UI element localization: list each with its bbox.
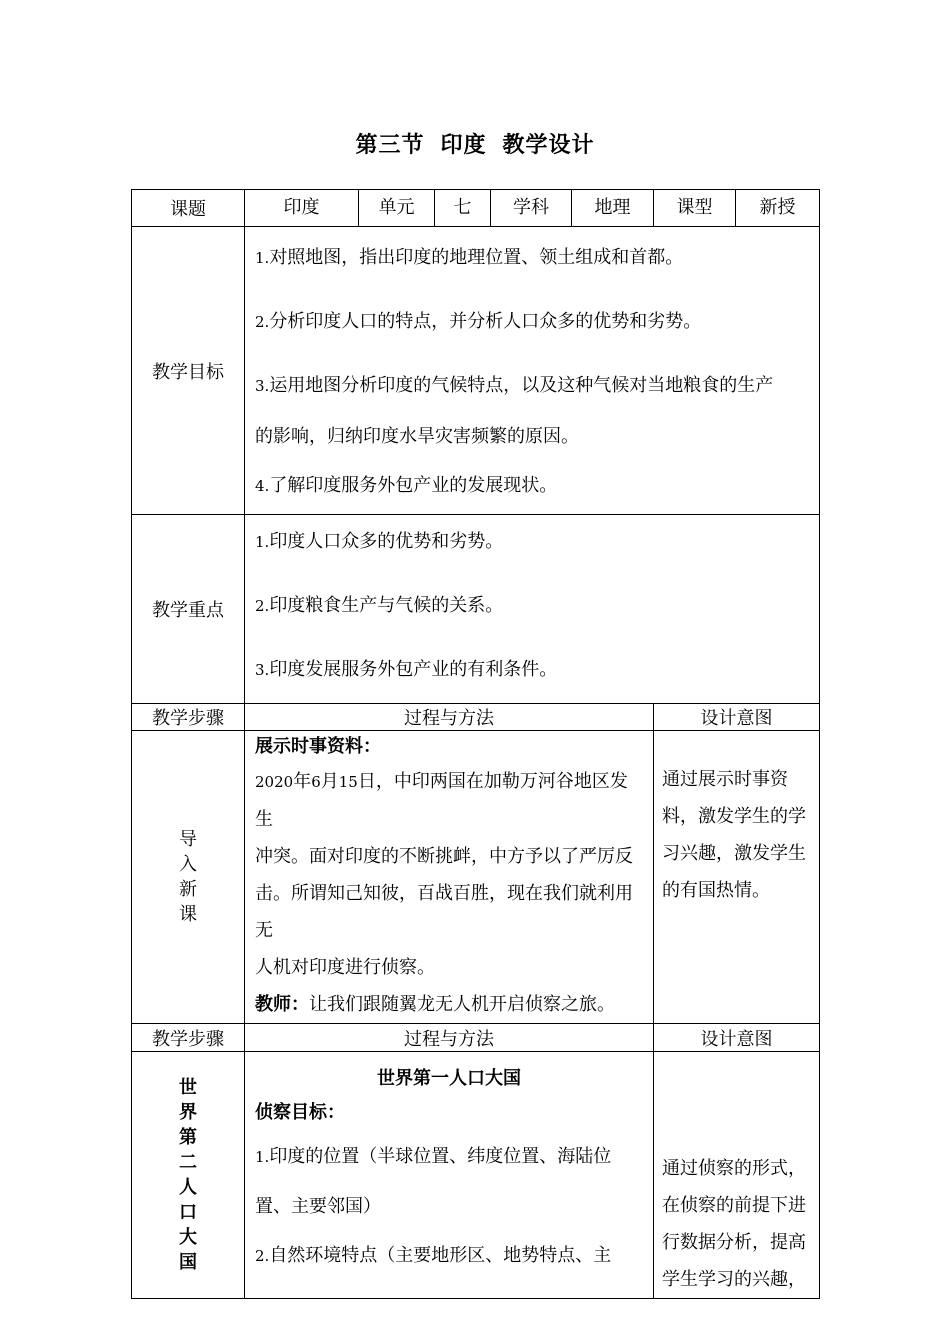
objectives-content (245, 227, 820, 515)
section2-label: 世 界 第 二 人 口 大 国 (132, 1052, 245, 1299)
unit-label: 单元 (359, 190, 435, 227)
intro-row (132, 731, 820, 1024)
section2-item: 1.印度的位置（半球位置、纬度位置、海陆位 (255, 1146, 612, 1167)
section2-goal-label: 侦察目标： (255, 1102, 345, 1123)
objective-item: 4.了解印度服务外包产业的发展现状。 (255, 475, 558, 496)
intro-text-line: 击。所谓知己知彼，百战百胜，现在我们就利用无 (255, 883, 633, 941)
step-header-process: 过程与方法 (245, 1024, 654, 1052)
step-header-step: 教学步骤 (132, 1024, 245, 1052)
intro-label: 导 入 新 课 (132, 731, 245, 1024)
header-row (132, 190, 820, 227)
lesson-plan-table (131, 189, 819, 1299)
type-label: 课型 (654, 190, 736, 227)
section2-item: 2.自然环境特点（主要地形区、地势特点、主 (255, 1245, 612, 1266)
section2-intent: 通过侦察的形式， 在侦察的前提下进 行数据分析，提高 学生学习的兴趣， (654, 1052, 820, 1299)
step-header-intent: 设计意图 (654, 704, 820, 731)
step-header-row-2 (132, 1024, 820, 1052)
section2-row (132, 1052, 820, 1299)
key-points-label: 教学重点 (132, 515, 245, 704)
key-points-row (132, 515, 820, 704)
objectives-row (132, 227, 820, 515)
key-point-item: 3.印度发展服务外包产业的有利条件。 (255, 659, 558, 680)
intro-heading: 展示时事资料： (255, 736, 381, 757)
step-header-intent: 设计意图 (654, 1024, 820, 1052)
key-point-item: 2.印度粮食生产与气候的关系。 (255, 595, 504, 616)
subject-label: 学科 (491, 190, 572, 227)
unit-value: 七 (435, 190, 491, 227)
title-section: 第三节 (355, 133, 425, 158)
title-design: 教学设计 (502, 133, 595, 158)
section2-process (245, 1052, 654, 1299)
objective-item: 1.对照地图，指出印度的地理位置、领土组成和首都。 (255, 247, 684, 268)
objectives-label: 教学目标 (132, 227, 245, 515)
key-point-item: 1.印度人口众多的优势和劣势。 (255, 531, 504, 552)
step-header-step: 教学步骤 (132, 704, 245, 731)
section2-heading: 世界第一人口大国 (377, 1068, 521, 1089)
section2-item-continued: 置、主要邻国） (255, 1196, 381, 1217)
intro-text-line: 人机对印度进行侦察。 (255, 957, 435, 978)
key-points-content (245, 515, 820, 704)
topic-label: 课题 (132, 190, 245, 227)
intro-process (245, 731, 654, 1024)
intro-text-line: 冲突。面对印度的不断挑衅，中方予以了严厉反 (255, 846, 633, 867)
intro-intent: 通过展示时事资 料，激发学生的学 习兴趣，激发学生 的有国热情。 (654, 731, 820, 1024)
objective-item: 2.分析印度人口的特点，并分析人口众多的优势和劣势。 (255, 311, 702, 332)
step-header-row (132, 704, 820, 731)
teacher-line: 教师：让我们跟随翼龙无人机开启侦察之旅。 (255, 994, 615, 1015)
topic-value: 印度 (245, 190, 359, 227)
objective-item-continued: 的影响，归纳印度水旱灾害频繁的原因。 (255, 426, 579, 447)
type-value: 新授 (736, 190, 820, 227)
title-country: 印度 (440, 133, 487, 158)
document-title (0, 128, 950, 159)
intro-text-line: 2020年6月15日，中印两国在加勒万河谷地区发生 (255, 771, 628, 830)
objective-item: 3.运用地图分析印度的气候特点，以及这种气候对当地粮食的生产 (255, 375, 774, 396)
subject-value: 地理 (572, 190, 654, 227)
step-header-process: 过程与方法 (245, 704, 654, 731)
